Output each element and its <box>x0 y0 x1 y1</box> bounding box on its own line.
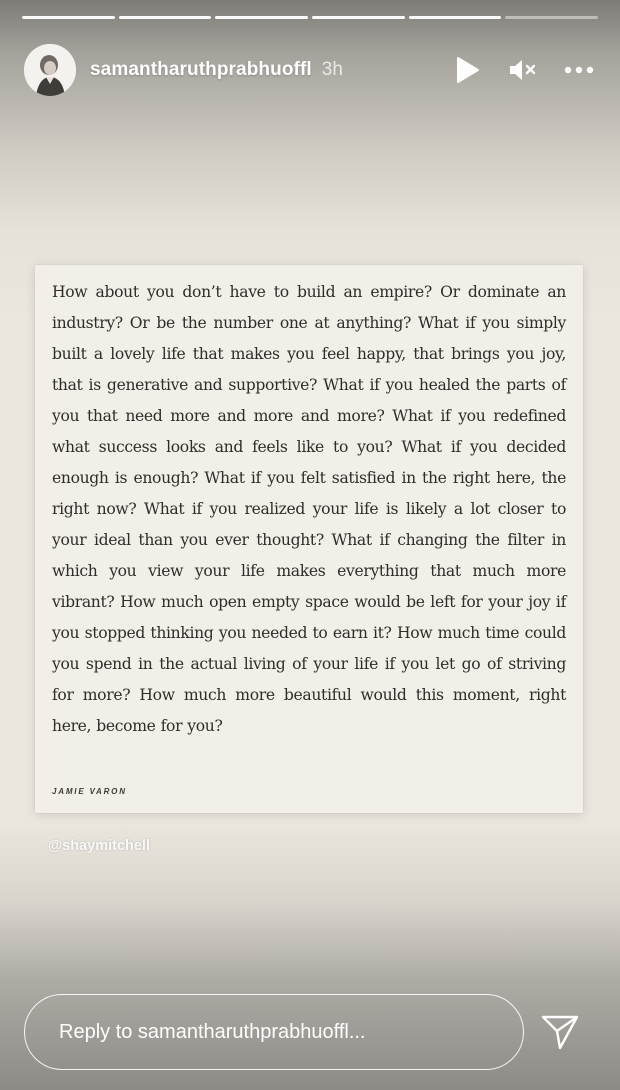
quote-card <box>35 265 583 813</box>
progress-segment <box>312 16 405 19</box>
play-button[interactable] <box>450 53 484 87</box>
more-icon <box>564 66 594 74</box>
avatar-image <box>24 44 76 96</box>
play-icon <box>454 56 480 84</box>
avatar[interactable] <box>24 44 76 96</box>
mention-sticker[interactable]: @shaymitchell <box>48 838 150 854</box>
progress-segment <box>215 16 308 19</box>
progress-segment <box>409 16 502 19</box>
story-progress-bar <box>22 16 598 19</box>
story-controls <box>450 53 596 87</box>
progress-segment-current <box>505 16 598 19</box>
story-username[interactable]: samantharuthprabhuoffl <box>90 59 312 80</box>
send-icon <box>540 1012 580 1052</box>
progress-segment <box>119 16 212 19</box>
more-options-button[interactable] <box>562 53 596 87</box>
quote-text: How about you don’t have to build an empire? Or dominate an industry? Or be the number one at anything? What if you simply built a lovely life that makes you feel happy, that brings you joy, that is generative and supportive? What if you healed the parts of you that need more and more and more? What if you redefined what success looks and feels like to you? What if you decided enough is enough? What if you felt satisfied in the right here, the right now? What if you realized your life is likely a lot closer to your ideal than you ever thought? What if changing the filter in which you view your life makes everything that much more vibrant? How much open empty space would be left for your joy if you stopped thinking you needed to earn it? How much time could you spend in the actual living of your life if you let go of striving for more? How much more beautiful would this moment, right here, become for you? <box>52 283 566 735</box>
story-timestamp: 3h <box>321 59 343 80</box>
quote-author: JAMIE VARON <box>52 787 127 796</box>
reply-placeholder: Reply to samantharuthprabhuoffl... <box>59 1020 366 1043</box>
mute-icon <box>508 57 538 83</box>
reply-input[interactable] <box>24 994 524 1070</box>
send-button[interactable] <box>538 1010 582 1054</box>
progress-segment <box>22 16 115 19</box>
mute-button[interactable] <box>506 53 540 87</box>
story-header <box>24 42 596 98</box>
